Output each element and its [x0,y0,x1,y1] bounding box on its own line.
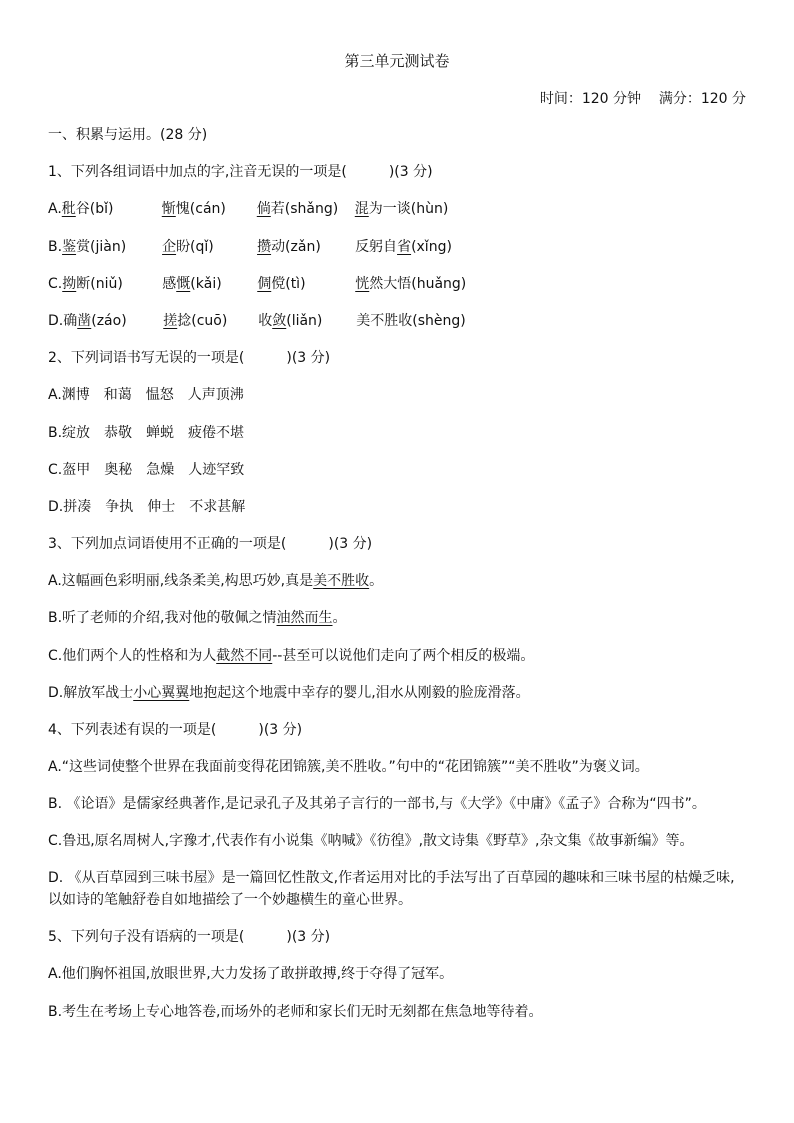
q1-b-word-3: 攒动(zǎn) [257,238,321,255]
exam-time: 时间：120 分钟 [539,91,642,107]
q1-c-word-1: 拗断(niǔ) [62,275,123,292]
exam-score: 满分：120 分 [658,91,746,107]
q1-a-word-1: 秕谷(bǐ) [61,201,114,218]
q1-d-word-1: 确凿(záo) [63,312,127,329]
question-1-stem: 1、下列各组词语中加点的字,注音无误的一项是( )(3 分) [48,164,433,181]
q1-b-word-4: 反躬自省(xǐng) [355,238,452,255]
q3-option-a: A.这幅画色彩明丽,线条柔美,构思巧妙,真是美不胜收。 [48,573,384,590]
exam-meta [540,88,746,108]
q4-option-a: A.“这些词使整个世界在我面前变得花团锦簇,美不胜收。”句中的“花团锦簇”“美不胜收”为褒义词。 [48,759,649,776]
q1-c-word-2: 感慨(kǎi) [162,275,222,292]
page-title: 第三单元测试卷 [344,52,450,70]
q4-option-b: B. 《论语》是儒家经典著作,是记录孔子及其弟子言行的一部书,与《大学》《中庸》《孟子》合称为“四书”。 [48,796,706,813]
question-3-stem: 3、下列加点词语使用不正确的一项是( )(3 分) [48,536,373,553]
q1-a-word-3: 倘若(shǎng) [256,201,339,218]
option-label: A. [48,201,62,218]
q2-option-d: D.拼凑 争执 伸士 不求甚解 [48,498,246,515]
q2-option-c: C.盔甲 奥秘 急燥 人迹罕致 [48,461,245,478]
q1-d-word-3: 收敛(liǎn) [258,312,323,329]
q3-option-d: D.解放军战士小心翼翼地抱起这个地震中幸存的婴儿,泪水从刚毅的脸庞滑落。 [48,684,530,701]
option-label: B. [48,238,63,255]
section-heading: 一、积累与运用。(28 分) [48,127,208,143]
q1-a-word-4: 混为一谈(hùn) [354,201,449,218]
q1-a-word-2: 惭愧(cán) [161,201,226,218]
q1-option-c [48,273,748,310]
q4-option-c: C.鲁迅,原名周树人,字豫才,代表作有小说集《呐喊》《彷徨》,散文诗集《野草》,杂文集《故事新编》等。 [48,833,694,850]
q1-b-word-1: 鉴赏(jiàn) [62,238,127,255]
q3-option-c: C.他们两个人的性格和为人截然不同--甚至可以说他们走向了两个相反的极端。 [48,647,535,664]
q1-c-word-4: 恍然大悟(huǎng) [355,275,467,292]
q3-option-b: B.听了老师的介绍,我对他的敬佩之情油然而生。 [48,610,347,627]
q1-option-d [48,310,748,347]
q1-d-word-2: 搓捻(cuō) [163,312,228,329]
option-label: D. [48,312,64,329]
question-4-stem: 4、下列表述有误的一项是( )(3 分) [48,722,303,738]
question-2-stem: 2、下列词语书写无误的一项是( )(3 分) [48,350,331,367]
q1-option-b [48,236,748,273]
q5-option-b: B.考生在考场上专心地答卷,而场外的老师和家长们无时无刻都在焦急地等待着。 [48,1003,543,1020]
q1-b-word-2: 企盼(qǐ) [162,238,214,255]
exam-content [48,124,748,1038]
q1-c-word-3: 倜傥(tì) [257,275,306,292]
option-label: C. [48,275,63,292]
q1-option-a [48,198,748,235]
q2-option-b: B.绽放 恭敬 蝉蜕 疲倦不堪 [48,424,245,441]
q2-option-a: A.渊博 和蔼 愠怒 人声顶沸 [48,387,244,404]
question-5-stem: 5、下列句子没有语病的一项是( )(3 分) [48,929,331,946]
q5-option-a: A.他们胸怀祖国,放眼世界,大力发扬了敢拼敢搏,终于夺得了冠军。 [48,966,454,983]
q1-d-word-4: 美不胜收(shèng) [356,312,466,329]
q4-option-d: D. 《从百草园到三味书屋》是一篇回忆性散文,作者运用对比的手法写出了百草园的趣味和三味书屋的枯燥乏味,以如诗的笔触舒卷自如地描绘了一个妙趣横生的童心世界。 [48,870,735,909]
